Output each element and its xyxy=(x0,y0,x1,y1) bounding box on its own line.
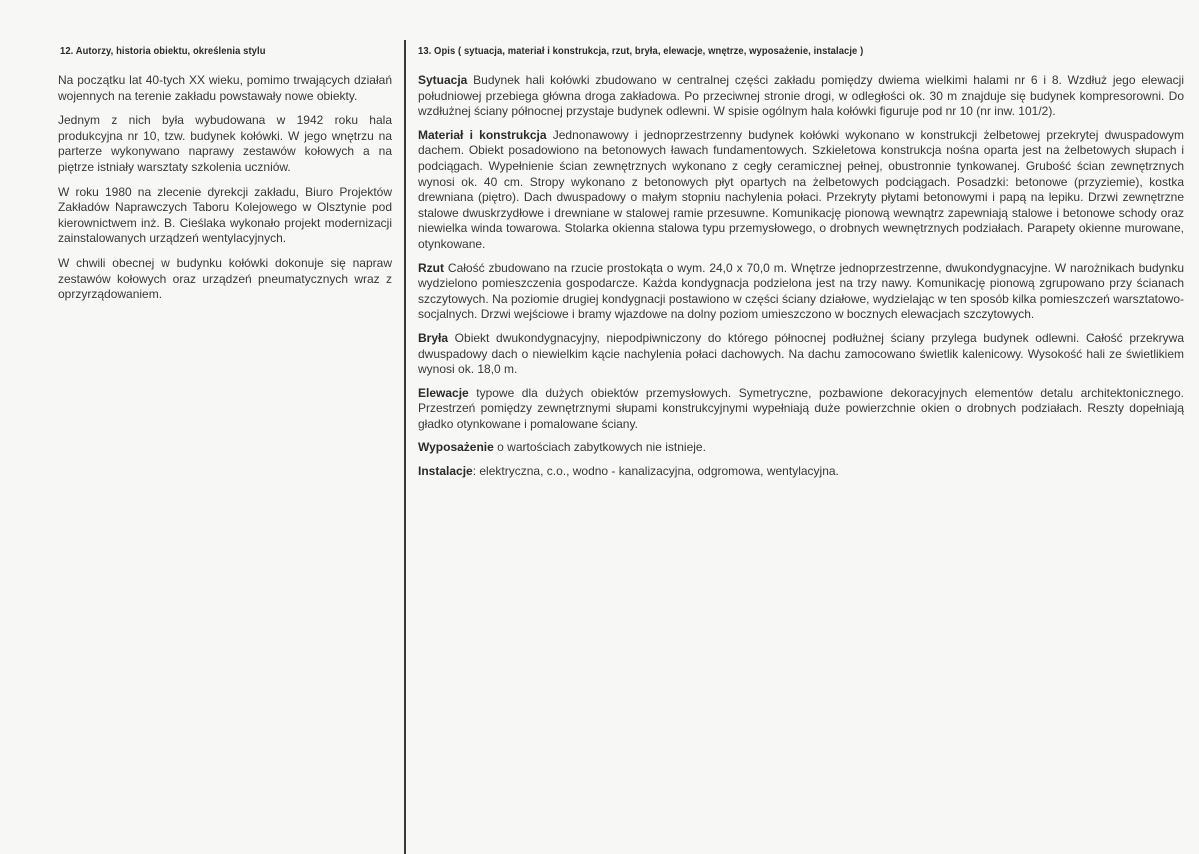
elewacje-label: Elewacje xyxy=(418,385,469,400)
bryla-label: Bryła xyxy=(418,330,449,345)
right-column xyxy=(418,46,1184,488)
wyposazenie-label: Wyposażenie xyxy=(418,440,494,455)
history-paragraph: Na początku lat 40-tych XX wieku, pomimo trwających działań wojennych na terenie zakładu powstawały nowe obiekty. xyxy=(58,73,392,103)
history-paragraph: W roku 1980 na zlecenie dyrekcji zakładu, Biuro Projektów Zakładów Naprawczych Taboru Kolejowego w Olsztynie pod kierownictwem inż. B. Cieślaka wykonało projekt modernizacji zainstalowanych urządzeń wentylacyjnych. xyxy=(58,184,392,246)
material-text: Jednonawowy i jednoprzestrzenny budynek kołówki wykonano w konstrukcji żelbetowej przekrytej dwuspadowym dachem. Obiekt posadowiono na betonowych ławach fundamentowych. Szkieletowa konstrukcja nośna oparta jest na żelbetowych słupach i podciągach. Wypełnienie ścian zewnętrznych wykonano z cegły ceramicznej pełnej, obustronnie tynkowanej. Grubość ścian zewnętrznych wynosi ok. 40 cm. Stropy wykonano z betonowych płyt opartych na żelbetowych podciągach. Posadzki: betonowe (przyziemie), kostka drewniana (piętro). Dach dwuspadowy o małym stopniu nachylenia połaci. Przekryty płytami betonowymi i papą na lepiku. Drzwi zewnętrzne stalowe dwuskrzydłowe i drewniane w stalowej ramie przesuwne. Komunikację pionową wewnątrz zapewniają stalowe i betonowe schody oraz niewielka winda towarowa. Stolarka okienna stalowa typu przemysłowego, o drobnych wewnętrznych podziałach. Parapety okienne murowane, otynkowane. xyxy=(418,127,1184,251)
elewacje-text: typowe dla dużych obiektów przemysłowych. Symetryczne, pozbawione dekoracyjnych elementów detalu architektonicznego. Przestrzeń pomiędzy zewnętrznymi słupami konstrukcyjnymi wypełniają duże powierzchnie okien o drobnych podziałach. Reszty dopełniają gładko otynkowane i pomalowane ściany. xyxy=(418,385,1184,431)
description-material xyxy=(418,128,1184,253)
left-column xyxy=(58,46,392,312)
column-divider xyxy=(404,40,406,854)
instalacje-label: Instalacje xyxy=(418,464,473,479)
rzut-text: Całość zbudowano na rzucie prostokąta o wym. 24,0 x 70,0 m. Wnętrze jednoprzestrzenne, dwukondygnacyjne. W narożnikach budynku wydzielono pomieszczenia gospodarcze. Każda kondygnacja podzielona jest na trzy nawy. Komunikację pionową zgrupowano przy ścianach szczytowych. Na poziomie drugiej kondygnacji postawiono w części ściany działowe, wydzielając w ten sposób kilka pomieszczeń warsztatowo-socjalnych. Drzwi wejściowe i bramy wjazdowe na dolny poziom umieszczono w bocznych elewacjach szczytowych. xyxy=(418,260,1184,322)
bryla-text: Obiekt dwukondygnacyjny, niepodpiwniczony do którego północnej podłużnej ściany przylega budynek odlewni. Całość przekrywa dwuspadowy dach o niewielkim kącie nachylenia połaci dachowych. Na dachu zamocowano świetlik kalenicowy. Wysokość hali ze świetlikiem wynosi ok. 18,0 m. xyxy=(418,330,1184,377)
instalacje-text: : elektryczna, c.o., wodno - kanalizacyjna, odgromowa, wentylacyjna. xyxy=(472,464,839,479)
sytuacja-label: Sytuacja xyxy=(418,73,468,87)
section-12-heading: 12. Autorzy, historia obiektu, określenia stylu xyxy=(60,46,266,57)
description-instalacje xyxy=(418,464,1184,480)
sytuacja-text: Budynek hali kołówki zbudowano w centralnej części zakładu pomiędzy dwiema wielkimi halami nr 6 i 8. Wzdłuż jego elewacji południowej przebiega główna droga zakładowa. Po przeciwnej stronie drogi, w odległości ok. 30 m znajduje się budynek kompresorowni. Do wzdłużnej ściany północnej przystaje budynek odlewni. W spisie ogólnym hala kołówki figuruje pod nr 10 (nr inw. 101/2). xyxy=(418,73,1184,119)
history-paragraph: Jednym z nich była wybudowana w 1942 roku hala produkcyjna nr 10, tzw. budynek kołówki. W jego wnętrzu na parterze wykonywano naprawy zestawów kołowych a na piętrze istniały warsztaty szkolenia uczniów. xyxy=(58,113,392,174)
description-elewacje xyxy=(418,386,1184,433)
history-paragraph: W chwili obecnej w budynku kołówki dokonuje się napraw zestawów kołowych oraz urządzeń pneumatycznych wraz z oprzyrządowaniem. xyxy=(58,255,392,302)
rzut-label: Rzut xyxy=(418,260,444,275)
wyposazenie-text: o wartościach zabytkowych nie istnieje. xyxy=(493,440,706,455)
description-wyposazenie xyxy=(418,440,1184,456)
description-sytuacja xyxy=(418,73,1184,120)
description-rzut xyxy=(418,261,1184,323)
description-bryla xyxy=(418,331,1184,378)
section-13-heading: 13. Opis ( sytuacja, materiał i konstrukcja, rzut, bryła, elewacje, wnętrze, wyposażenie, instalacje ) xyxy=(418,46,864,57)
material-label: Materiał i konstrukcja xyxy=(418,127,547,142)
